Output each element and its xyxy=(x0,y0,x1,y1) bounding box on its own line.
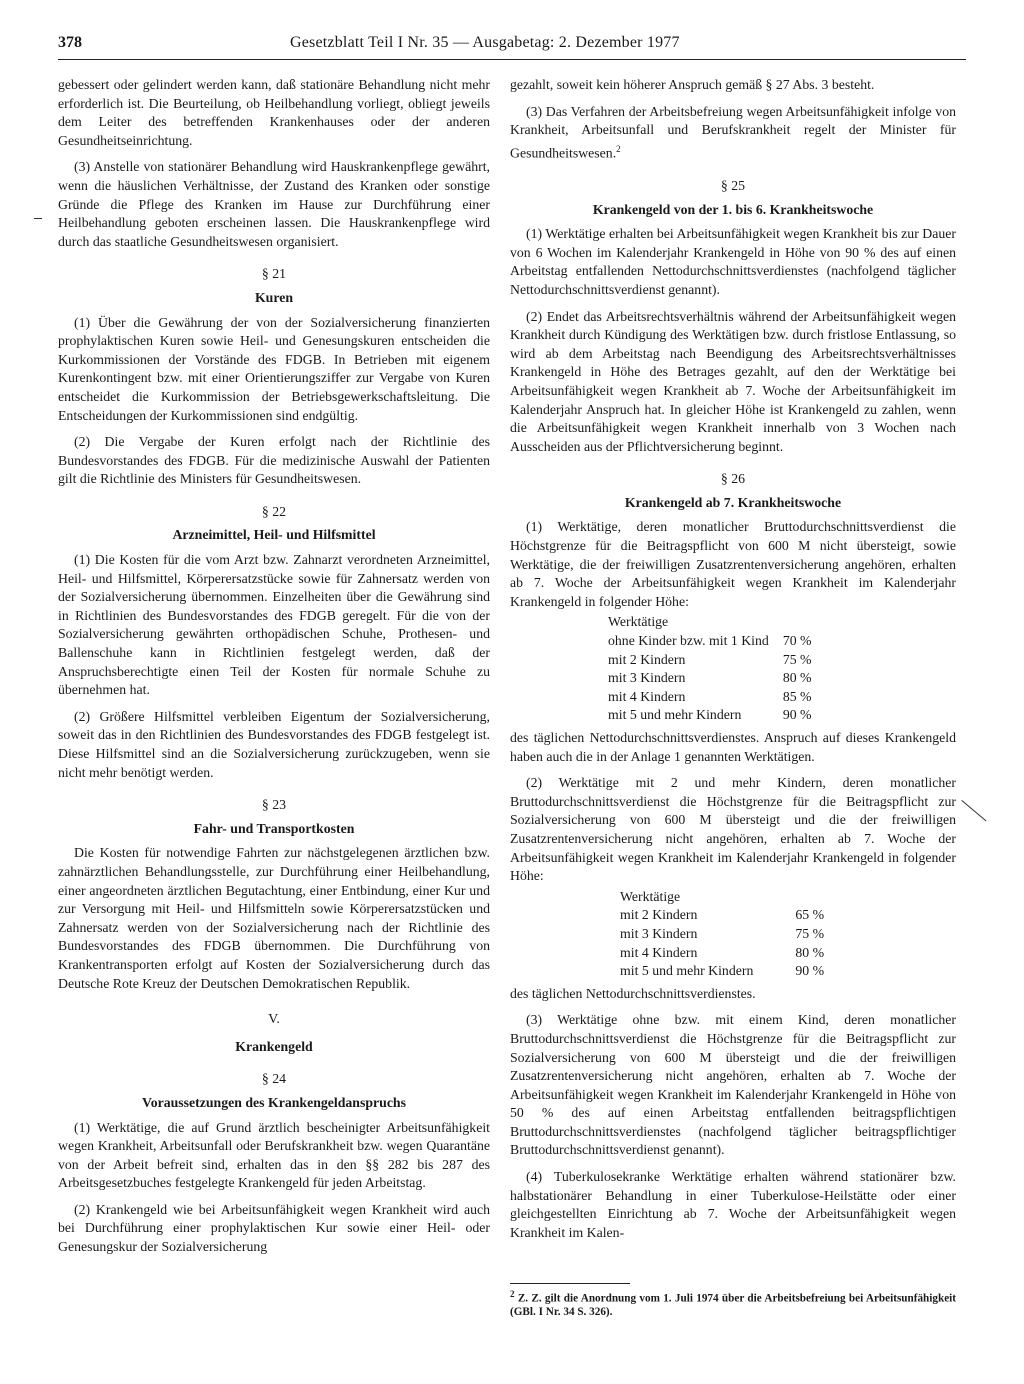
section-title: Voraussetzungen des Krankengeldanspruchs xyxy=(142,1094,406,1110)
footnote-reference: 2 xyxy=(616,143,621,154)
paragraph: (2) Endet das Arbeitsrechtsverhältnis während der Arbeitsunfähigkeit wegen Krankheit durch Kündigung des Werktätigen bzw. durch fristlose Entlassung, so wird ab dem Arbeitstag nach Beendigung des Arbeitsrechtsverhältnisses Krankengeld in Höhe des Betrages gezahlt, auf den der Werktätige bei Arbeitsunfähigkeit wegen Krankheit ab 7. Woche der Arbeitsunfähigkeit im Kalenderjahr Anspruch hat. In gleicher Höhe ist Krankengeld zu zahlen, wenn die Arbeitsunfähigkeit wegen Krankheit innerhalb von 3 Wochen nach Ausscheiden aus der Pflichtversicherung beginnt. xyxy=(510,308,956,454)
section-number: § 21 xyxy=(261,266,287,282)
table-cell-label: mit 3 Kindern xyxy=(608,670,686,686)
table-row xyxy=(608,651,812,670)
footnote-text: Z. Z. gilt die Anordnung vom 1. Juli 1974 über die Arbeitsbefreiung bei Arbeitsunfähigkeit (GBl. I Nr. 34 S. 326). xyxy=(510,1292,957,1318)
part-title: Krankengeld xyxy=(235,1038,313,1054)
part-number: V. xyxy=(268,1012,280,1028)
table-cell-label: mit 4 Kindern xyxy=(608,688,686,704)
margin-pen-mark xyxy=(961,800,986,821)
page-number: 378 xyxy=(58,34,82,51)
rate-table xyxy=(620,888,824,981)
table-cell-label: mit 5 und mehr Kindern xyxy=(620,963,754,979)
table-cell-value: 80 % xyxy=(782,670,812,686)
paragraph: (4) Tuberkulosekranke Werktätige erhalten während stationärer bzw. halbstationärer Behandlung in einer Tuberkulose-Heilstätte oder einer gleichgestellten Einrichtung ab 7. Woche der Arbeitsunfähigkeit wegen Krankheit im Kalen- xyxy=(510,1169,956,1240)
paragraph: (2) Werktätige mit 2 und mehr Kindern, deren monatlicher Bruttodurchschnittsverdienst die Höchstgrenze für die Beitragspflicht zur Sozialversicherung von 600 M übersteigt und die der freiwilligen Zusatzrentenversicherung nicht angehören, erhalten ab 7. Woche der Arbeitsunfähigkeit wegen Krankheit im Kalenderjahr Krankengeld in folgender Höhe: xyxy=(510,775,956,884)
paragraph-text: (3) Das Verfahren der Arbeitsbefreiung wegen Arbeitsunfähigkeit infolge von Krankheit, Arbeitsunfall und Berufskrankheit regelt der Minister für Gesundheitswesen. xyxy=(510,103,956,161)
paragraph: (1) Werktätige, die auf Grund ärztlich bescheinigter Arbeitsunfähigkeit wegen Krankheit, Arbeitsunfall oder Berufskrankheit bzw. wegen Quarantäne von der Arbeit befreit sind, erhalten das in den §§ 282 bis 287 des Arbeitsgesetzbuches festgelegte Krankengeld für jeden Arbeitstag. xyxy=(58,1119,490,1191)
paragraph: gebessert oder gelindert werden kann, daß stationäre Behandlung nicht mehr erforderlich ist. Die Beurteilung, ob Heilbehandlung vorliegt, obliegt jeweils dem Leiter des betreffenden Krankenhauses oder der anderen Gesundheitseinrichtung. xyxy=(58,77,490,148)
section-title: Arzneimittel, Heil- und Hilfsmittel xyxy=(172,527,376,543)
table-row xyxy=(620,906,824,925)
section-title: Krankengeld ab 7. Krankheitswoche xyxy=(624,494,842,510)
table-cell-label: ohne Kinder bzw. mit 1 Kind xyxy=(608,633,769,649)
table-row xyxy=(608,632,812,651)
table-cell-label: mit 5 und mehr Kindern xyxy=(608,707,742,723)
table-cell-value: 90 % xyxy=(795,963,825,979)
section-number: § 23 xyxy=(261,797,287,813)
margin-pen-mark xyxy=(34,218,42,219)
paragraph: Die Kosten für notwendige Fahrten zur nächstgelegenen ärztlichen bzw. zahnärztlichen Behandlungsstelle, zur Durchführung einer Heilbehandlung, einer angeordneten ärztlichen Begutachtung, einer Entbindung, einer Kur und zur Versorgung mit Heil- und Hilfsmitteln sowie Körperersatzstücken und Zahnersatz werden von der Sozialversicherung nach der Richtlinie des Bundesvorstandes des FDGB übernommen. Die Durchführung von Krankentransporten erfolgt auf Kosten der Sozialversicherung durch das Deutsche Rote Kreuz der Deutschen Demokratischen Republik. xyxy=(58,845,490,991)
section-number: § 24 xyxy=(261,1071,287,1087)
table-cell-value: 90 % xyxy=(782,707,812,723)
paragraph: (1) Über die Gewährung der von der Sozialversicherung finanzierten prophylaktischen Kuren sowie Heil- und Genesungskuren entscheiden die Kurkommissionen der Vorstände des FDGB. In Betrieben mit eigenem Kurenkontingent bzw. mit einer Orientierungsziffer zur Vergabe von Kuren entscheidet die Kurkommission der Betriebsgewerkschaftsleitung. Die Entscheidungen der Kurkommissionen sind endgültig. xyxy=(58,314,490,423)
table-cell-value: 85 % xyxy=(782,688,812,704)
table-cell-value: 75 % xyxy=(782,651,812,667)
table-row xyxy=(620,944,824,963)
paragraph: (2) Die Vergabe der Kuren erfolgt nach der Richtlinie des Bundesvorstandes des FDGB. Für die medizinische Auswahl der Patienten gilt die Richtlinie des Ministers für Gesundheitswesen. xyxy=(58,434,490,487)
section-number: § 22 xyxy=(261,503,287,519)
section-title: Krankengeld von der 1. bis 6. Krankheitswoche xyxy=(592,201,874,217)
footnote xyxy=(510,1288,956,1319)
table-row xyxy=(608,706,812,725)
page-header xyxy=(58,34,966,60)
section-title: Kuren xyxy=(254,289,294,305)
table-row xyxy=(608,669,812,688)
paragraph: (1) Die Kosten für die vom Arzt bzw. Zahnarzt verordneten Arzneimittel, Heil- und Hilfsmittel, Körperersatzstücke sowie für Zahnersatz werden von der Sozialversicherung übernommen. Einzelheiten über die Gewährung sind in Richtlinien des Bundesvorstandes des FDGB geregelt. Für die von der Sozialversicherung gewährten orthopädischen Schuhe, Prothesen- und Ballenschuhe kann in Richtlinien festgelegt werden, daß der Anspruchsberechtigte einen Teil der Kosten für normale Schuhe zu übernehmen hat. xyxy=(58,552,490,698)
header-rule xyxy=(58,59,966,60)
rate-table xyxy=(608,613,812,725)
table-cell-label: mit 2 Kindern xyxy=(620,907,698,923)
left-column xyxy=(58,76,490,1265)
table-cell-value: 80 % xyxy=(795,944,825,960)
table-cell-value: 70 % xyxy=(782,633,812,649)
paragraph: gezahlt, soweit kein höherer Anspruch gemäß § 27 Abs. 3 besteht. xyxy=(510,77,875,92)
table-cell-label: mit 3 Kindern xyxy=(620,925,698,941)
paragraph: (3) Anstelle von stationärer Behandlung wird Hauskrankenpflege gewährt, wenn die häuslichen Verhältnisse, der Zustand des Kranken oder sonstige Gründe die Pflege des Kranken im Hause zur Durchführung einer Heilbehandlung geboten erscheinen lassen. Die Hauskrankenpflege wird durch das staatliche Gesundheitswesen organisiert. xyxy=(58,159,490,249)
section-number: § 26 xyxy=(720,471,746,487)
section-number: § 25 xyxy=(720,177,746,193)
table-row xyxy=(608,688,812,707)
footnote-marker: 2 xyxy=(510,1289,515,1299)
right-column xyxy=(510,76,956,1250)
paragraph: (1) Werktätige, deren monatlicher Bruttodurchschnittsverdienst die Höchstgrenze für die Beitragspflicht von 600 M nicht übersteigt, sowie Werktätige, die der freiwilligen Zusatzrentenversicherung angehören, erhalten ab 7. Woche der Arbeitsunfähigkeit wegen Krankheit im Kalenderjahr Krankengeld in folgender Höhe: xyxy=(510,519,956,609)
table-cell-value: 65 % xyxy=(795,907,825,923)
paragraph: (2) Größere Hilfsmittel verbleiben Eigentum der Sozialversicherung, soweit das in den Richtlinien des Bundesvorstandes des FDGB festgelegt ist. Diese Hilfsmittel sind an die Sozialversicherung zurückzugeben, wenn sie nicht mehr benötigt werden. xyxy=(58,708,490,780)
paragraph: des täglichen Nettodurchschnittsverdienstes. Anspruch auf dieses Krankengeld haben auch die in der Anlage 1 genannten Werktätigen. xyxy=(510,730,956,764)
running-head: Gesetzblatt Teil I Nr. 35 — Ausgabetag: 2. Dezember 1977 xyxy=(290,34,680,51)
paragraph: des täglichen Nettodurchschnittsverdienstes. xyxy=(510,985,756,1001)
paragraph: (2) Krankengeld wie bei Arbeitsunfähigkeit wegen Krankheit wird auch bei Durchführung einer prophylaktischen Kur sowie einer Heil- oder Genesungskur der Sozialversicherung xyxy=(58,1201,490,1255)
paragraph: (3) Werktätige ohne bzw. mit einem Kind, deren monatlicher Bruttodurchschnittsverdienst die Höchstgrenze für die Beitragspflicht zur Sozialversicherung von 600 M übersteigt und die der freiwilligen Zusatzrentenversicherung nicht angehören, erhalten ab 7. Woche der Arbeitsunfähigkeit wegen Krankheit im Kalenderjahr Krankengeld in Höhe von 50 % des auf einen Arbeitstag entfallenden beitragspflichtigen Bruttodurchschnittsverdienstes (nachfolgend täglicher beitragspflichtiger Bruttodurchschnittsverdienst genannt). xyxy=(510,1012,956,1158)
table-caption: Werktätige xyxy=(620,888,681,904)
section-title: Fahr- und Transportkosten xyxy=(193,820,355,836)
table-row xyxy=(620,962,824,981)
paragraph: (1) Werktätige erhalten bei Arbeitsunfähigkeit wegen Krankheit bis zur Dauer von 6 Wochen im Kalenderjahr Krankengeld in Höhe von 90 % des auf einen Arbeitstag entfallenden Nettodurchschnittsverdienstes (nachfolgend täglicher Nettodurchschnittsverdienst genannt). xyxy=(510,226,956,297)
paragraph xyxy=(510,103,956,163)
table-row xyxy=(620,925,824,944)
table-cell-label: mit 4 Kindern xyxy=(620,944,698,960)
table-cell-label: mit 2 Kindern xyxy=(608,651,686,667)
footnote-rule xyxy=(510,1283,630,1284)
table-caption: Werktätige xyxy=(608,614,669,630)
table-cell-value: 75 % xyxy=(795,925,825,941)
